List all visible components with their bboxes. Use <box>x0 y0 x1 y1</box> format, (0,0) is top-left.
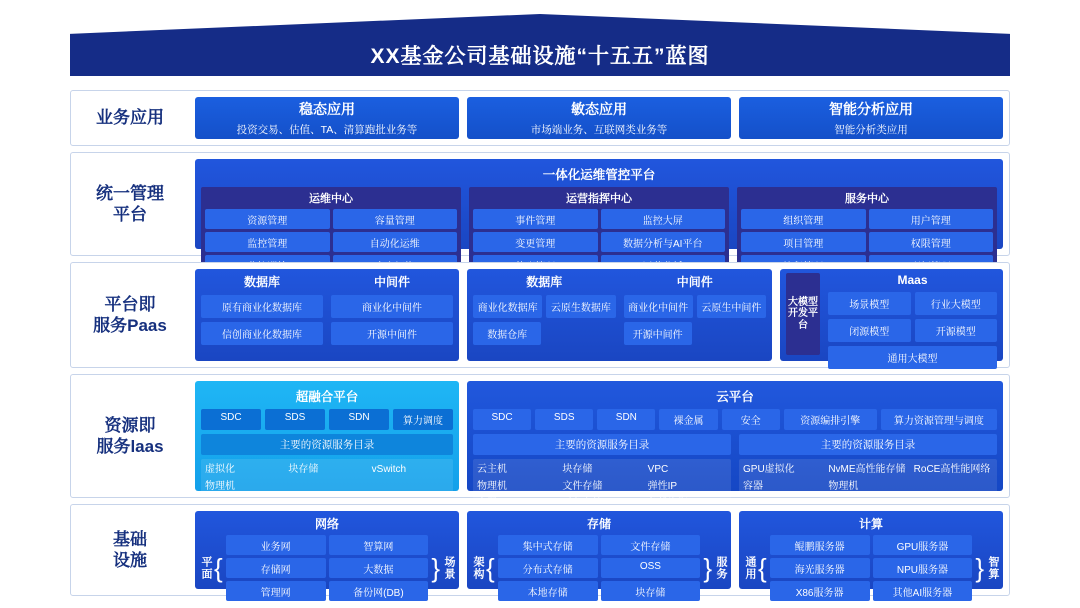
service-item[interactable]: RoCE高性能网络 <box>913 464 991 475</box>
paas-item[interactable]: 商业化中间件 <box>624 295 693 318</box>
maas-item[interactable]: 闭源模型 <box>828 319 911 342</box>
row-business-applications <box>70 90 1010 146</box>
infra-left-word: 平面 <box>200 556 212 580</box>
row-label-iaas-line1: 资源即 <box>104 415 156 435</box>
row-label-infra-line1: 基础 <box>113 529 147 549</box>
row-label-business: 业务应用 <box>96 108 164 128</box>
paas-column-title: 中间件 <box>373 275 410 289</box>
row-label-management-line1: 统一管理 <box>96 183 164 203</box>
infra-left-word: 通用 <box>744 556 756 580</box>
iaas-chip[interactable]: 安全 <box>722 409 780 430</box>
paas-item[interactable]: 数据仓库 <box>473 322 541 345</box>
iaas-chip[interactable]: 资源编排引擎 <box>784 409 877 430</box>
business-card-title: 敏态应用 <box>571 101 627 117</box>
paas-cloud-database-column <box>473 273 616 355</box>
ops-chip[interactable]: 项目管理 <box>741 232 866 252</box>
row-label-management-line2: 平台 <box>113 205 147 224</box>
maas-side-label: 大模型开发平台 <box>786 273 820 355</box>
service-item[interactable]: 弹性IP <box>647 481 678 492</box>
ops-center-title: 运维中心 <box>309 193 353 205</box>
infra-storage-box <box>467 511 731 599</box>
cloud-general-pane <box>473 434 731 514</box>
maas-item[interactable]: 行业大模型 <box>915 292 998 315</box>
infra-item[interactable]: X86服务器 <box>770 581 870 601</box>
paas-column-title: 中间件 <box>676 275 713 289</box>
business-card-subtitle: 市场端业务、互联网类业务等 <box>530 124 668 136</box>
infra-item[interactable]: 本地存储 <box>498 581 598 601</box>
cloud-platform-box <box>467 381 1003 491</box>
hyperconverged-service-grid <box>201 459 453 497</box>
infra-item[interactable]: 大数据 <box>329 558 429 578</box>
row-unified-management <box>70 152 1010 256</box>
maas-title: Maas <box>897 273 928 287</box>
paas-legacy-box <box>195 269 459 361</box>
ops-chip[interactable]: 组织管理 <box>741 209 866 229</box>
resource-catalog-bar: 主要的资源服务目录 <box>739 434 997 455</box>
paas-cloud-middleware-column <box>624 273 767 355</box>
maas-general-model[interactable]: 通用大模型 <box>828 346 997 369</box>
service-item[interactable]: 云主机 <box>477 464 507 475</box>
ops-chip[interactable]: 权限管理 <box>869 232 994 252</box>
iaas-chip[interactable]: SDS <box>265 409 325 430</box>
infra-network-title: 网络 <box>314 517 339 531</box>
infra-item[interactable]: 块存储 <box>601 581 701 601</box>
ops-chip[interactable]: 监控大屏 <box>601 209 726 229</box>
left-brace-icon: { <box>214 553 223 583</box>
business-card-agile[interactable] <box>467 97 731 139</box>
iaas-chip[interactable]: SDC <box>473 409 531 430</box>
integrated-ops-panel <box>195 159 1003 249</box>
paas-item[interactable]: 原有商业化数据库 <box>201 295 323 318</box>
iaas-chip[interactable]: SDS <box>535 409 593 430</box>
business-card-subtitle: 智能分析类应用 <box>834 124 908 136</box>
cloud-service-grid-right <box>739 459 997 497</box>
iaas-chip[interactable]: 算力资源管理与调度 <box>881 409 997 430</box>
row-label-paas-line2: 服务Paas <box>93 316 167 335</box>
iaas-chip[interactable]: 裸金属 <box>659 409 717 430</box>
right-brace-icon: } <box>975 553 984 583</box>
row-label-paas <box>71 263 189 367</box>
hyperconverged-platform-box <box>195 381 459 491</box>
infra-item[interactable]: NPU服务器 <box>873 558 973 578</box>
infra-network-box <box>195 511 459 599</box>
row-label-iaas <box>71 375 189 497</box>
service-item[interactable]: 物理机 <box>477 481 507 492</box>
infra-right-word: 服务 <box>715 556 727 580</box>
service-item[interactable]: GPU虚拟化 <box>743 464 795 475</box>
paas-maas-box <box>780 269 1003 365</box>
right-brace-icon: } <box>431 553 440 583</box>
hyperconverged-title: 超融合平台 <box>295 390 359 404</box>
iaas-chip[interactable]: 算力调度 <box>393 409 453 430</box>
resource-catalog-bar: 主要的资源服务目录 <box>201 434 453 455</box>
paas-column-title: 数据库 <box>526 275 563 289</box>
integrated-ops-title: 一体化运维管控平台 <box>542 168 656 182</box>
business-card-stable[interactable] <box>195 97 459 139</box>
row-label-management <box>71 153 189 255</box>
left-brace-icon: { <box>758 553 767 583</box>
business-card-title: 智能分析应用 <box>829 101 913 117</box>
service-item[interactable]: 块存储 <box>562 464 593 475</box>
business-card-analytics[interactable] <box>739 97 1003 139</box>
infra-item[interactable]: OSS <box>601 558 701 578</box>
business-card-title: 稳态应用 <box>299 101 355 117</box>
row-label-iaas-line2: 服务laas <box>96 437 164 456</box>
infra-item[interactable]: 备份网(DB) <box>329 581 429 601</box>
infra-item[interactable]: 鲲鹏服务器 <box>770 535 870 555</box>
service-item[interactable]: 容器 <box>743 481 763 492</box>
paas-item[interactable]: 开源中间件 <box>331 322 453 345</box>
service-item[interactable]: NvME高性能存储 <box>828 464 906 475</box>
row-body-paas <box>189 263 1009 367</box>
row-body-management <box>189 153 1009 255</box>
infra-item[interactable]: 分布式存储 <box>498 558 598 578</box>
row-label-infra-line2: 设施 <box>113 551 147 570</box>
infra-item[interactable]: 其他AI服务器 <box>873 581 973 601</box>
cloud-ai-pane <box>739 434 997 514</box>
right-brace-icon: } <box>703 553 712 583</box>
paas-item[interactable]: 商业化数据库 <box>473 295 542 318</box>
iaas-chip[interactable]: SDN <box>597 409 655 430</box>
infra-compute-box <box>739 511 1003 599</box>
row-body-iaas <box>189 375 1009 497</box>
service-center-title: 服务中心 <box>845 193 889 205</box>
paas-legacy-middleware-column <box>331 273 453 355</box>
row-iaas <box>70 374 1010 498</box>
service-item[interactable]: 物理机 <box>205 481 235 492</box>
ops-chip[interactable]: 容量管理 <box>333 209 458 229</box>
infra-item[interactable]: 管理网 <box>226 581 326 601</box>
ops-chip[interactable]: 数据分析与AI平台 <box>601 232 726 252</box>
ops-chip[interactable]: 变更管理 <box>473 232 598 252</box>
infra-item[interactable]: 集中式存储 <box>498 535 598 555</box>
ops-chip[interactable]: 资源管理 <box>205 209 330 229</box>
cloud-platform-title: 云平台 <box>716 390 754 404</box>
iaas-chip[interactable]: SDN <box>329 409 389 430</box>
paas-legacy-database-column <box>201 273 323 355</box>
maas-content <box>828 273 997 365</box>
infra-storage-title: 存储 <box>586 517 611 531</box>
ops-chip[interactable]: 自动化运维 <box>333 232 458 252</box>
infra-item[interactable]: 存储网 <box>226 558 326 578</box>
paas-item[interactable]: 开源中间件 <box>624 322 692 345</box>
infra-item[interactable]: 文件存储 <box>601 535 701 555</box>
iaas-chip[interactable]: SDC <box>201 409 261 430</box>
row-label-infrastructure <box>71 505 189 595</box>
operation-command-title: 运营指挥中心 <box>566 193 632 205</box>
row-body-business <box>189 91 1009 145</box>
maas-item[interactable]: 场景模型 <box>828 292 911 315</box>
paas-cloud-box <box>467 269 772 361</box>
ops-chip[interactable]: 监控管理 <box>205 232 330 252</box>
maas-item[interactable]: 开源模型 <box>915 319 998 342</box>
infra-item[interactable]: 业务网 <box>226 535 326 555</box>
service-item[interactable]: VPC <box>647 464 669 475</box>
infra-item[interactable]: 海光服务器 <box>770 558 870 578</box>
row-paas <box>70 262 1010 368</box>
ops-chip[interactable]: 用户管理 <box>869 209 994 229</box>
service-item[interactable]: 虚拟化 <box>205 464 235 475</box>
ops-chip[interactable]: 事件管理 <box>473 209 598 229</box>
row-label-paas-line1: 平台即 <box>104 294 156 314</box>
service-item[interactable]: 物理机 <box>828 481 859 492</box>
infra-item[interactable]: 智算网 <box>329 535 429 555</box>
paas-item[interactable]: 商业化中间件 <box>331 295 453 318</box>
paas-item[interactable]: 云原生数据库 <box>546 295 615 318</box>
header-banner <box>70 14 1010 76</box>
infra-left-word: 架构 <box>472 556 484 580</box>
paas-column-title: 数据库 <box>243 275 280 289</box>
row-body-infrastructure <box>189 505 1009 599</box>
paas-item[interactable]: 云原生中间件 <box>697 295 766 318</box>
infra-right-word: 场景 <box>443 556 455 580</box>
paas-item[interactable]: 信创商业化数据库 <box>201 322 323 345</box>
infra-compute-title: 计算 <box>858 517 883 531</box>
infra-item[interactable]: GPU服务器 <box>873 535 973 555</box>
service-item[interactable]: 块存储 <box>288 464 319 475</box>
left-brace-icon: { <box>486 553 495 583</box>
infra-right-word: 智算 <box>987 556 999 580</box>
row-infrastructure <box>70 504 1010 599</box>
page-title: XX基金公司基础设施“十五五”蓝图 <box>370 45 710 68</box>
service-item[interactable]: 文件存储 <box>562 481 603 492</box>
business-card-subtitle: 投资交易、估值、TA、清算跑批业务等 <box>236 124 418 136</box>
service-item[interactable]: vSwitch <box>371 464 407 475</box>
resource-catalog-bar: 主要的资源服务目录 <box>473 434 731 455</box>
